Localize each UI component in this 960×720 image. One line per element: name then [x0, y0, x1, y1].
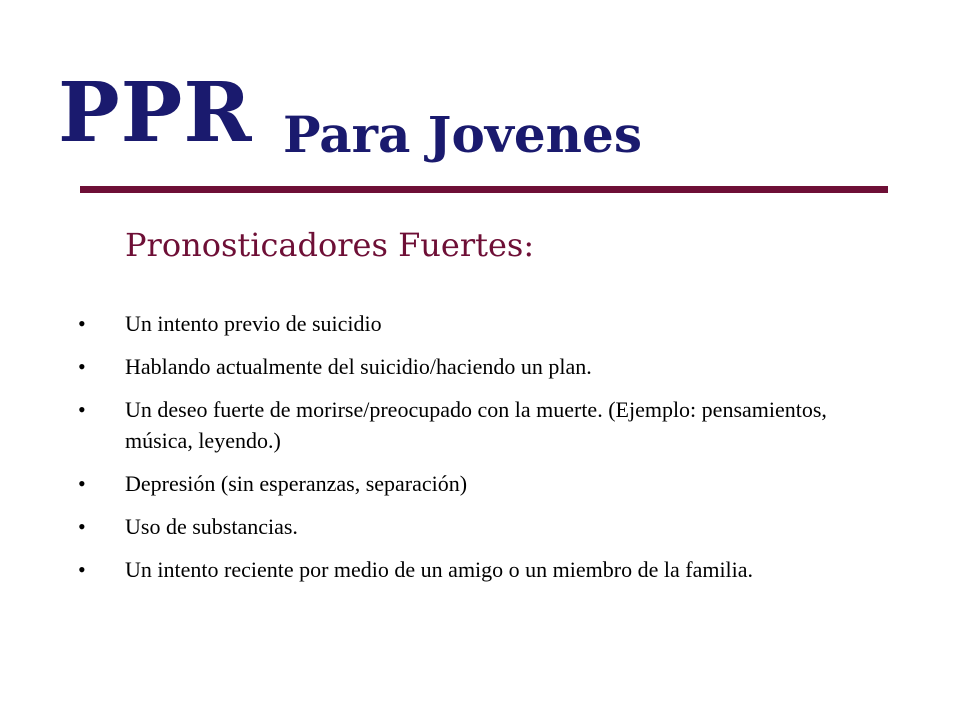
bullet-text: Un deseo fuerte de morirse/preocupado con la muerte. (Ejemplo: pensamientos, música, leyendo.) — [125, 397, 827, 453]
bullet-text: Uso de substancias. — [125, 514, 298, 539]
bullet-text: Un intento previo de suicidio — [125, 311, 382, 336]
bullet-dot-icon: • — [78, 311, 86, 336]
bullet-item — [78, 554, 898, 585]
bullet-text: Depresión (sin esperanzas, separación) — [125, 471, 468, 496]
bullet-text: Hablando actualmente del suicidio/haciendo un plan. — [125, 354, 592, 379]
bullet-dot-icon: • — [78, 354, 86, 379]
bullet-dot-icon: • — [78, 557, 86, 582]
bullet-item — [78, 308, 898, 339]
title-sub: Para Jovenes — [283, 105, 642, 164]
bullet-item — [78, 351, 898, 382]
bullet-text: Un intento reciente por medio de un amigo o un miembro de la familia. — [125, 557, 754, 582]
bullet-item — [78, 468, 898, 499]
title-main: PPR — [58, 65, 253, 161]
bullet-dot-icon: • — [78, 471, 86, 496]
section-heading: Pronosticadores Fuertes: — [125, 226, 535, 264]
bullet-list — [78, 308, 898, 597]
bullet-dot-icon: • — [78, 397, 86, 422]
bullet-item — [78, 394, 898, 456]
title-divider — [80, 186, 888, 193]
bullet-item — [78, 511, 898, 542]
bullet-dot-icon: • — [78, 514, 86, 539]
